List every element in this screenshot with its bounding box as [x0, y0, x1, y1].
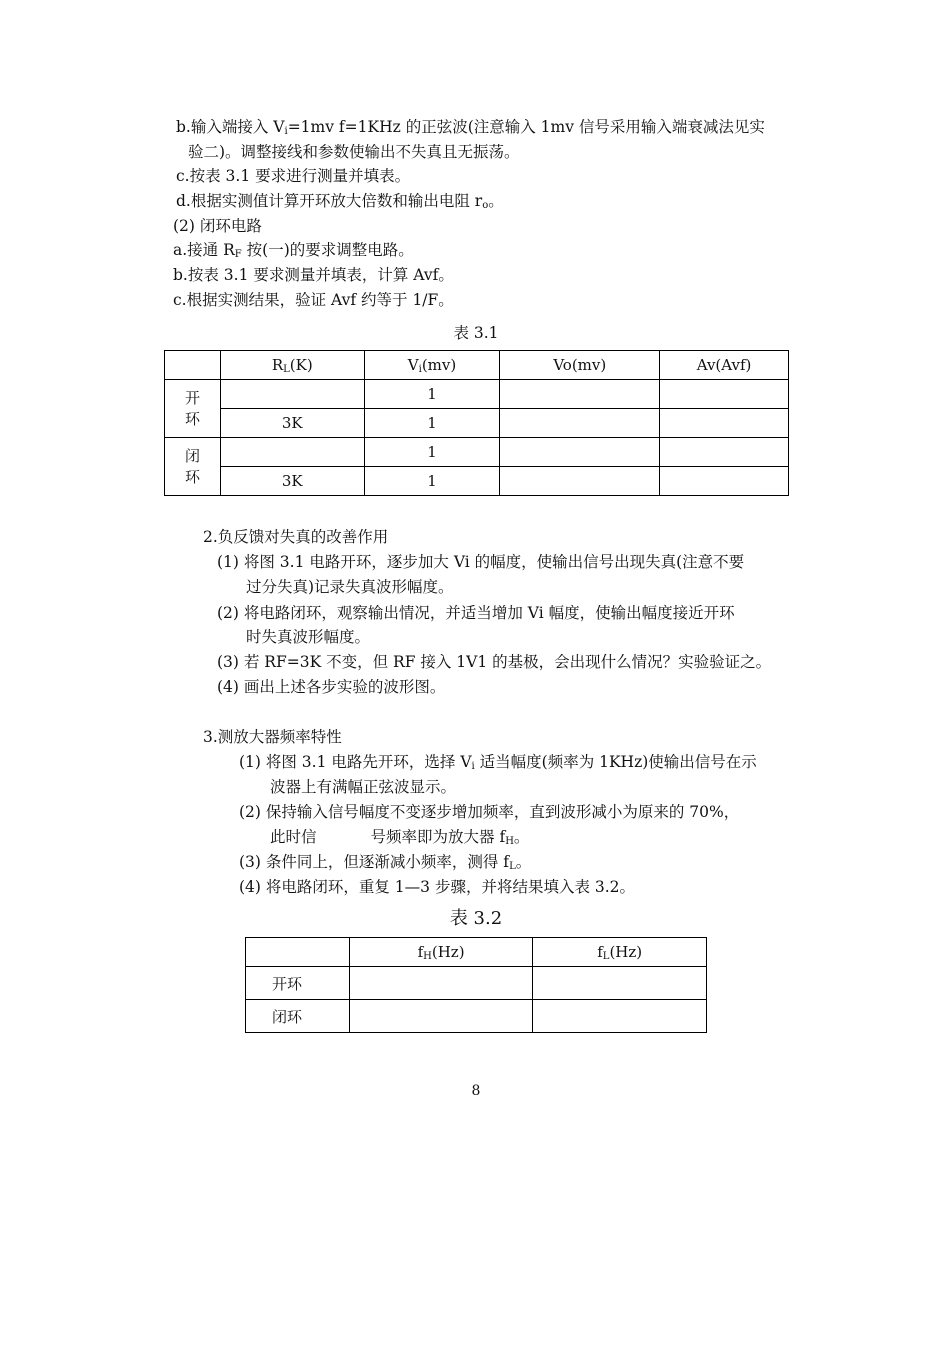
table31-header-vi: $V_i(mv)$ [364, 351, 500, 380]
table32-header-fh: $f_H(Hz)$ [349, 938, 533, 967]
table31-header-blank [165, 351, 221, 380]
section2-item1-line1: (1) 将图 3.1 电路开环，逐步加大 Vi 的幅度，使输出信号出现失真(注意不要 [217, 553, 745, 571]
table31-header-vo: Vo(mv) [500, 351, 660, 380]
table-row [165, 467, 789, 496]
table-row [246, 967, 707, 1000]
table32-header-blank [246, 938, 350, 967]
section3-title: 3.测放大器频率特性 [203, 728, 342, 746]
section3-item2-line1: (2) 保持输入信号幅度不变逐步增加频率，直到波形减小为原来的 70%， [239, 803, 740, 821]
table31-cell-rl: 3K [220, 409, 364, 438]
table32-cell-fh [349, 967, 533, 1000]
table-3-1 [164, 350, 789, 496]
table31-cell-rl [220, 438, 364, 467]
table32-header-fl: $f_L(Hz)$ [533, 938, 707, 967]
table31-cell-rl: 3K [220, 467, 364, 496]
page-number: 8 [471, 1083, 481, 1099]
table31-group-closed: 闭 环 [165, 438, 221, 496]
table-row [246, 1000, 707, 1033]
table-row [165, 409, 789, 438]
section2-item3: (3) 若 RF=3K 不变，但 RF 接入 1V1 的基极，会出现什么情况？实验验证之。 [217, 653, 772, 671]
table31-cell-vi: 1 [364, 438, 500, 467]
step-c: c.按表 3.1 要求进行测量并填表。 [176, 167, 411, 185]
section3-item3: (3) 条件同上，但逐渐减小频率，测得 $f_L$。 [239, 853, 532, 872]
table31-cell-av [660, 409, 789, 438]
table31-header-row [165, 351, 789, 380]
table-row [165, 438, 789, 467]
table31-cell-vi: 1 [364, 380, 500, 409]
section3-item1-line2: 波器上有满幅正弦波显示。 [270, 778, 457, 796]
table32-cell-fl [533, 1000, 707, 1033]
section3-item1-line1: (1) 将图 3.1 电路先开环，选择 $V_i$ 适当幅度(频率为 1KHz)使输出信号在示 [239, 753, 757, 772]
table-row [165, 380, 789, 409]
section2-title: 2.负反馈对失真的改善作用 [203, 528, 389, 546]
table31-cell-rl [220, 380, 364, 409]
closed-loop-title: (2) 闭环电路 [173, 217, 262, 235]
table31-cell-vo [500, 467, 660, 496]
step-b-line2: 验二)。调整接线和参数使输出不失真且无振荡。 [188, 143, 520, 161]
table31-header-av: Av(Avf) [660, 351, 789, 380]
table31-cell-vi: 1 [364, 409, 500, 438]
table32-cell-fh [349, 1000, 533, 1033]
table31-group-open: 开 环 [165, 380, 221, 438]
table31-cell-vo [500, 409, 660, 438]
table31-caption: 表 3.1 [453, 324, 499, 342]
table31-cell-av [660, 438, 789, 467]
table-3-2 [245, 937, 707, 1033]
section2-item1-line2: 过分失真)记录失真波形幅度。 [246, 578, 454, 596]
table32-row-open-label: 开环 [246, 967, 350, 1000]
section2-item4: (4) 画出上述各步实验的波形图。 [217, 678, 446, 696]
table32-row-closed-label: 闭环 [246, 1000, 350, 1033]
table31-cell-vo [500, 438, 660, 467]
section2-item2-line2: 时失真波形幅度。 [246, 628, 371, 646]
step-b-line1: b.输入端接入 $V_i=1mv$ f=1KHz 的正弦波(注意输入 1mv 信号采用输入端衰减法见实 [176, 118, 765, 137]
step-d: d.根据实测值计算开环放大倍数和输出电阻 $r_o$。 [176, 192, 504, 211]
table31-cell-av [660, 380, 789, 409]
table32-header-row [246, 938, 707, 967]
table31-header-rl: $R_L(K)$ [220, 351, 364, 380]
section2-item2-line1: (2) 将电路闭环，观察输出情况，并适当增加 Vi 幅度，使输出幅度接近开环 [217, 604, 735, 622]
table31-cell-vo [500, 380, 660, 409]
section3-item4: (4) 将电路闭环，重复 1—3 步骤，并将结果填入表 3.2。 [239, 878, 636, 896]
closed-step-b: b.按表 3.1 要求测量并填表，计算 Avf。 [173, 266, 454, 284]
table31-cell-vi: 1 [364, 467, 500, 496]
section3-item2-line2: 此时信 号频率即为放大器 $f_H$。 [270, 828, 530, 847]
closed-step-a: a.接通 $R_F$ 按(一)的要求调整电路。 [173, 241, 414, 260]
table31-cell-av [660, 467, 789, 496]
closed-step-c: c.根据实测结果，验证 Avf 约等于 1/F。 [173, 291, 454, 309]
table32-caption: 表 3.2 [449, 908, 503, 929]
table32-cell-fl [533, 967, 707, 1000]
